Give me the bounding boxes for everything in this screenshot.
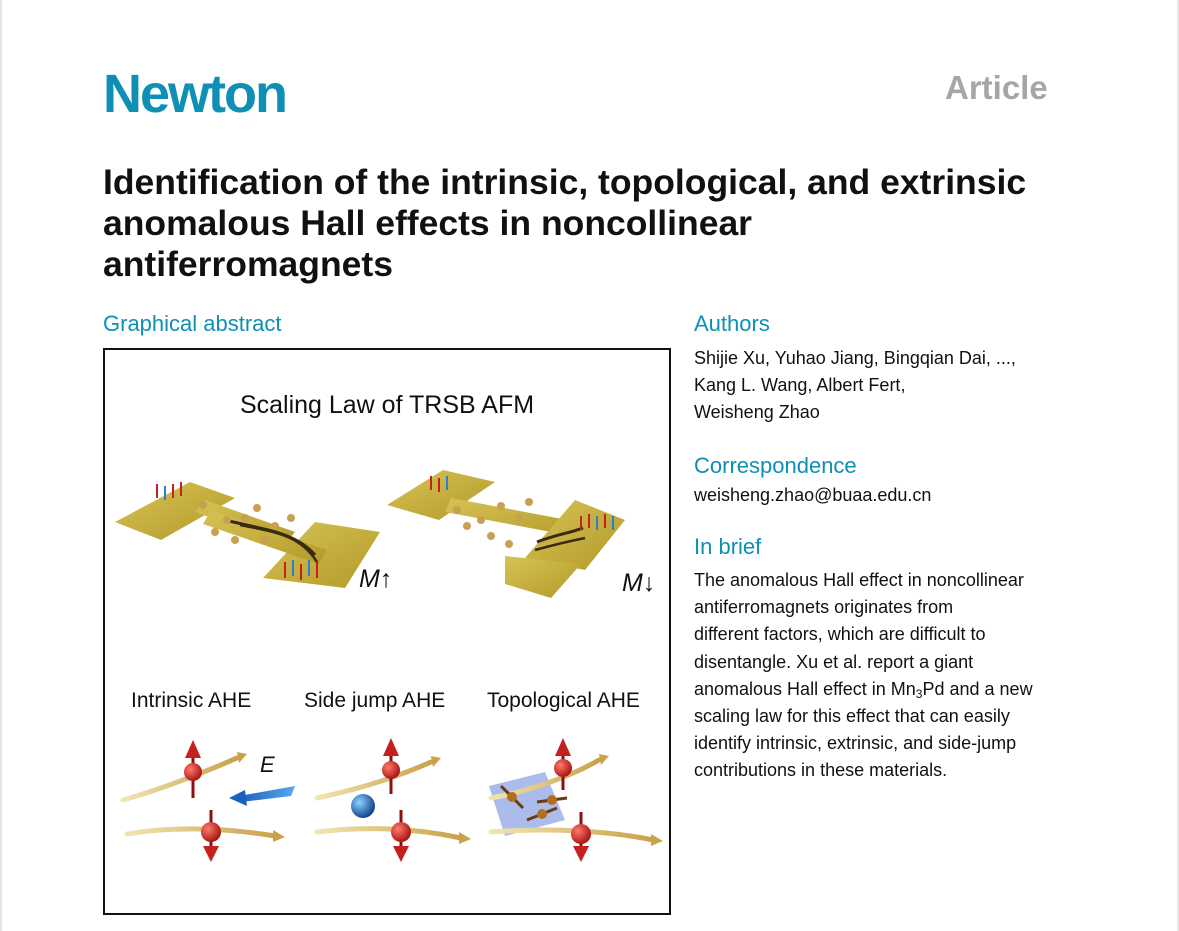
brief-line: scaling law for this effect that can easily	[694, 706, 1010, 727]
journal-logo[interactable]: Newton	[103, 64, 286, 124]
brief-subscript: 3	[915, 686, 923, 701]
authors-heading: Authors	[694, 311, 770, 336]
brief-line: antiferromagnets originates from	[694, 597, 954, 618]
hall-bar-right	[387, 470, 625, 598]
paper-title: Identification of the intrinsic, topological, and extrinsic anomalous Hall effects in noncollinear antiferromagnets	[103, 162, 1027, 284]
graphical-abstract-heading: Graphical abstract	[103, 311, 282, 336]
topological-ahe-label: Topological AHE	[487, 689, 640, 712]
authors-line[interactable]: Weisheng Zhao	[694, 402, 820, 422]
brief-line: disentangle. Xu et al. report a giant	[694, 651, 974, 672]
in-brief-text	[694, 567, 1094, 785]
page-edge-left	[0, 0, 2, 931]
article-type-label: Article	[945, 69, 1048, 106]
graphical-abstract-figure[interactable]	[103, 348, 671, 915]
correspondence-heading: Correspondence	[694, 453, 857, 478]
authors-line[interactable]: Shijie Xu, Yuhao Jiang, Bingqian Dai, ...,	[694, 348, 1016, 368]
side-jump-ahe-illustration	[317, 738, 471, 862]
correspondence-email-link[interactable]: weisheng.zhao@buaa.edu.cn	[694, 485, 932, 505]
figure-title: Scaling Law of TRSB AFM	[239, 391, 535, 419]
brief-line: contributions in these materials.	[694, 760, 948, 781]
in-brief-heading: In brief	[694, 534, 762, 559]
topological-ahe-illustration	[489, 738, 663, 862]
brief-line-suffix: Pd and a new	[922, 678, 1033, 699]
side-jump-ahe-label: Side jump AHE	[304, 689, 446, 712]
brief-line: different factors, which are difficult to	[694, 624, 986, 645]
brief-line: identify intrinsic, extrinsic, and side-jump	[694, 733, 1017, 754]
electric-field-label: E	[260, 752, 275, 777]
magnetization-down-label: M↓	[622, 569, 656, 597]
authors-line[interactable]: Kang L. Wang, Albert Fert,	[694, 375, 906, 395]
magnetization-up-label: M↑	[359, 565, 393, 593]
brief-line	[694, 676, 1094, 703]
brief-line: The anomalous Hall effect in noncollinear	[694, 570, 1024, 590]
authors-list	[694, 345, 1114, 426]
figure-artwork	[105, 350, 669, 913]
intrinsic-ahe-label: Intrinsic AHE	[131, 689, 252, 712]
hall-bar-left	[115, 482, 380, 588]
brief-line-prefix: anomalous Hall effect in Mn	[694, 678, 916, 699]
